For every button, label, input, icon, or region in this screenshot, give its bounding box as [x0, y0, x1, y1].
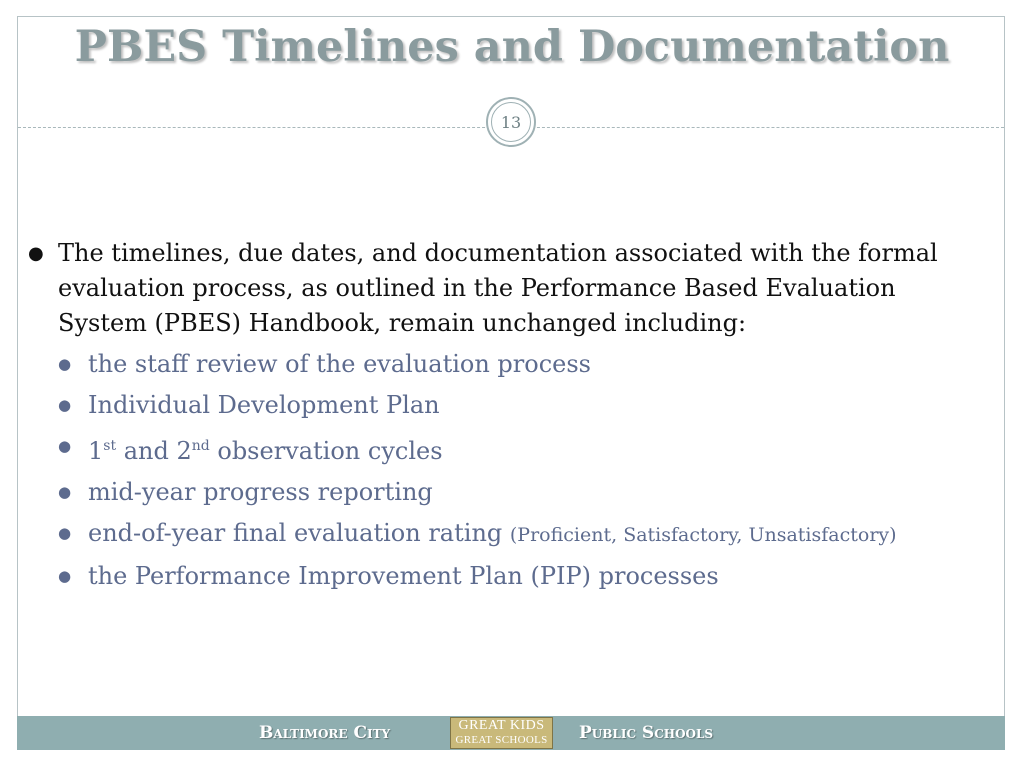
slide-title: PBES Timelines and Documentation — [74, 22, 950, 72]
bullet-icon: ● — [58, 396, 72, 414]
page-number-badge — [486, 97, 536, 147]
end-of-year-text: end-of-year final evaluation rating — [88, 519, 510, 547]
second-ordinal-suffix: nd — [191, 438, 210, 454]
sub-bullet-item — [28, 559, 988, 594]
bullet-icon: ● — [58, 567, 72, 585]
slide-content — [28, 236, 988, 594]
sub-bullet-text: the Performance Improvement Plan (PIP) processes — [88, 562, 719, 590]
main-bullet-item — [28, 236, 988, 341]
great-kids-logo — [450, 717, 553, 749]
sub-bullet-text: the staff review of the evaluation process — [88, 350, 591, 378]
bullet-icon: ● — [58, 437, 72, 455]
first-ordinal-suffix: st — [103, 438, 117, 454]
sub-bullet-text — [88, 429, 443, 469]
footer-right-text: Public Schools — [579, 723, 714, 743]
sub-bullet-text: Individual Development Plan — [88, 391, 440, 419]
sub-bullet-item — [28, 475, 988, 510]
bullet-icon: ● — [28, 243, 44, 264]
sub-bullet-text: mid-year progress reporting — [88, 478, 433, 506]
observation-cycles-text: observation cycles — [209, 437, 443, 465]
page-number: 13 — [491, 102, 531, 142]
sub-bullet-item — [28, 429, 988, 469]
bullet-icon: ● — [58, 483, 72, 501]
logo-line-1: GREAT KIDS — [458, 718, 545, 733]
sub-bullet-list — [28, 347, 988, 594]
sub-bullet-item — [28, 347, 988, 382]
main-bullet-text: The timelines, due dates, and documentation associated with the formal evaluation process, as outlined in the Performance Based Evaluation System (PBES) Handbook, remain unchanged including: — [58, 239, 938, 337]
sub-bullet-text — [88, 516, 897, 553]
bullet-icon: ● — [58, 524, 72, 542]
sub-bullet-item — [28, 388, 988, 423]
and-second-ordinal: and 2 — [116, 437, 192, 465]
first-ordinal: 1 — [88, 437, 104, 465]
logo-line-2: GREAT SCHOOLS — [455, 734, 548, 746]
sub-bullet-item — [28, 516, 988, 553]
rating-options: (Proficient, Satisfactory, Unsatisfactory) — [509, 524, 897, 546]
footer-left-text: Baltimore City — [259, 723, 391, 743]
footer-bar — [17, 716, 1005, 750]
bullet-icon: ● — [58, 355, 72, 373]
